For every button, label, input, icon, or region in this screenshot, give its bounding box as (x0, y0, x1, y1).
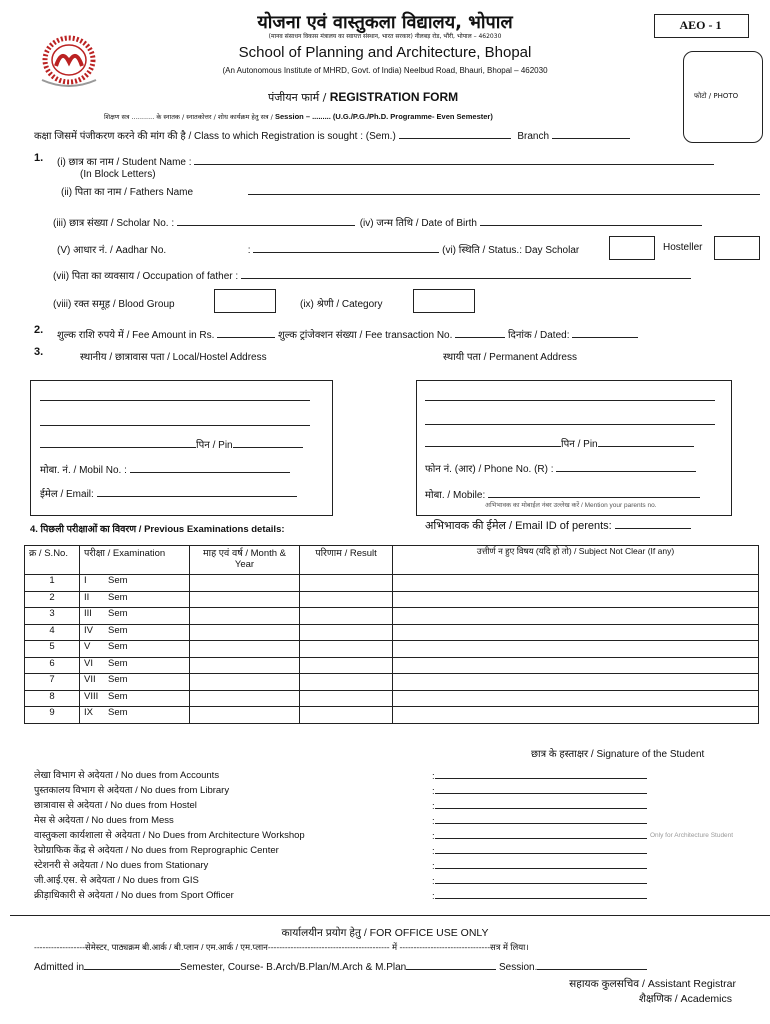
no-dues-signature-field[interactable]: : (432, 828, 647, 842)
exam-row-semester (80, 608, 190, 625)
dob-field[interactable] (480, 215, 702, 226)
exam-row (25, 591, 759, 608)
local-pin-label: पिन / Pin (196, 440, 233, 451)
exam-row-semester (80, 657, 190, 674)
exam-row-semester (80, 591, 190, 608)
exam-row-roman: VI (84, 657, 93, 669)
photo-label: फोटो / PHOTO (694, 92, 739, 100)
office-use-heading: कार्यालयीन प्रयोग हेतु / FOR OFFICE USE ONLY (281, 927, 489, 939)
exam-row-result[interactable] (300, 575, 393, 592)
perm-phone-label: फोन नं. (आर) / Phone No. (R) : (425, 464, 554, 475)
institute-title: School of Planning and Architecture, Bhopal (238, 44, 532, 61)
office-line-hindi: ------------------सेमेस्टर, पाठ्यक्रम बी.आर्क / बी.प्लान / एम.आर्क / एम.प्लान------------------------------------------- में --------------------------------सत्र में लिया। (34, 942, 529, 952)
exam-row-subject-not-clear[interactable] (393, 641, 759, 658)
permanent-address-label: स्थायी पता / Permanent Address (443, 352, 577, 363)
exam-row-sem: Sem (108, 674, 128, 685)
exam-row (25, 575, 759, 592)
exam-row-roman: IX (84, 707, 93, 718)
exam-row (25, 690, 759, 707)
exam-row-number: 9 (25, 707, 80, 724)
no-dues-signature-field[interactable]: : (432, 873, 647, 887)
exam-row-subject-not-clear[interactable] (393, 674, 759, 691)
admitted-semester-field[interactable] (84, 959, 180, 970)
no-dues-item: लेखा विभाग से अदेयता / No dues from Accounts (34, 770, 220, 781)
no-dues-signature-field[interactable]: : (432, 888, 647, 902)
local-mobile-row (40, 462, 290, 476)
exam-row-roman: V (84, 641, 91, 652)
exam-row-month-year[interactable] (190, 641, 300, 658)
exam-row-semester (80, 575, 190, 592)
perm-mobile-field[interactable] (488, 487, 700, 498)
occupation-row (53, 268, 691, 282)
exam-row-number: 7 (25, 674, 80, 691)
dated-label: दिनांक / Dated: (507, 330, 570, 341)
no-dues-item: वास्तुकला कार्यशाला से अदेयता / No Dues from Architecture Workshop (34, 830, 305, 841)
exam-row-month-year[interactable] (190, 575, 300, 592)
student-name-label: (i) छात्र का नाम / Student Name : (57, 157, 192, 168)
perm-phone-field[interactable] (556, 461, 696, 472)
form-code: AEO - 1 (679, 18, 722, 32)
fee-transaction-label: शुल्क ट्रांजेक्शन संख्या / Fee transaction No. (278, 330, 453, 341)
no-dues-item: जी.आई.एस. से अदेयता / No dues from GIS (34, 875, 199, 886)
session-label: Session. (499, 962, 538, 973)
fee-transaction-field[interactable] (455, 327, 505, 338)
hosteller-label: Hosteller (663, 242, 703, 253)
exam-row-number: 3 (25, 608, 80, 625)
admitted-course-field[interactable] (406, 959, 496, 970)
exam-row-number: 8 (25, 690, 80, 707)
exam-row-sem: Sem (108, 707, 128, 718)
exam-row-roman: III (84, 608, 92, 619)
col-month-year: माह एवं वर्ष / Month & Year (190, 546, 300, 575)
no-dues-signature-field[interactable]: : (432, 813, 647, 827)
exam-row-month-year[interactable] (190, 674, 300, 691)
exam-row-result[interactable] (300, 641, 393, 658)
institute-logo (38, 32, 100, 90)
no-dues-item: छात्रावास से अदेयता / No dues from Hostel (34, 800, 197, 811)
perm-mobile-label: मोबा. / Mobile: (425, 490, 486, 501)
class-line-label: कक्षा जिसमें पंजीकरण करने की मांग की है / Class to which Registration is sought : (Sem.) (34, 131, 396, 142)
exam-row-result[interactable] (300, 624, 393, 641)
no-dues-signature-field[interactable]: : (432, 858, 647, 872)
exam-row (25, 674, 759, 691)
exam-row-sem: Sem (108, 575, 128, 586)
exam-row-month-year[interactable] (190, 608, 300, 625)
institute-subtitle: (An Autonomous Institute of MHRD, Govt. of India) Neelbud Road, Bhauri, Bhopal – 462030 (222, 66, 548, 75)
exam-row-roman: IV (84, 624, 93, 636)
status-label: (vi) स्थिति / Status.: Day Scholar (442, 245, 580, 256)
aadhar-field[interactable] (253, 242, 439, 253)
perm-mobile-row (425, 487, 700, 501)
branch-field[interactable] (552, 128, 630, 139)
blood-group-label: (viii) रक्त समूह / Blood Group (53, 299, 175, 310)
perm-pin-field[interactable] (598, 436, 694, 447)
no-dues-signature-field[interactable]: : (432, 843, 647, 857)
no-dues-item: रेप्रोग्राफिक केंद्र से अदेयता / No dues from Reprographic Center (34, 845, 279, 856)
perm-pin-row (425, 436, 694, 450)
exam-row-sem: Sem (108, 641, 128, 652)
exam-row-subject-not-clear[interactable] (393, 690, 759, 707)
exam-row (25, 657, 759, 674)
exam-row-roman: I (84, 575, 87, 586)
local-address-line-1[interactable] (40, 390, 310, 401)
exam-row-number: 4 (25, 624, 80, 641)
session-line-english: Session – ......... (U.G./P.G./Ph.D. Programme- Even Semester) (274, 112, 493, 121)
form-title-hindi: पंजीयन फार्म / (268, 91, 327, 104)
exam-row-result[interactable] (300, 707, 393, 724)
exam-row-number: 6 (25, 657, 80, 674)
perm-pin-label: पिन / Pin (561, 439, 598, 450)
office-divider (10, 915, 770, 916)
exam-row-semester (80, 641, 190, 658)
aadhar-row: (V) आधार नं. / Aadhar No. : (vi) स्थिति / Status.: Day Scholar (57, 242, 579, 256)
parent-email-row (425, 518, 691, 533)
admitted-session-field[interactable] (537, 959, 647, 970)
exam-row-subject-not-clear[interactable] (393, 624, 759, 641)
exam-row-month-year[interactable] (190, 657, 300, 674)
exam-row-semester (80, 690, 190, 707)
local-mobile-field[interactable] (130, 462, 290, 473)
exam-row-result[interactable] (300, 690, 393, 707)
perm-phone-row (425, 461, 696, 475)
office-line-hindi-c: सत्र में लिया। (490, 942, 529, 952)
perm-address-line-3[interactable] (425, 436, 561, 447)
exam-row-semester (80, 674, 190, 691)
exam-row-number: 2 (25, 591, 80, 608)
exam-row-semester (80, 707, 190, 724)
parent-email-field[interactable] (615, 518, 691, 529)
student-name-row (57, 154, 714, 168)
exam-row-roman: VIII (84, 690, 99, 702)
exam-row-month-year[interactable] (190, 690, 300, 707)
office-line-hindi-a: सेमेस्टर, पाठ्यक्रम बी.आर्क / बी.प्लान / एम.आर्क / एम.प्लान (84, 942, 268, 952)
institute-subtitle-hindi: (मानव संसाधन विकास मंत्रालय का स्वायत्त संस्थान, भारत सरकार) नीलबड़ रोड, भौंरी, भोपाल – 462030 (268, 33, 502, 40)
exam-row-sem: Sem (108, 624, 128, 636)
local-email-label: ईमेल / Email: (40, 489, 94, 500)
parent-mobile-note: अभिभावक का मोबाईल नंबर उल्लेख करें / Mention your parents no. (485, 502, 657, 509)
exam-row-roman: VII (84, 674, 96, 685)
occupation-label: (vii) पिता का व्यवसाय / Occupation of father : (53, 271, 239, 282)
fee-amount-field[interactable] (217, 327, 275, 338)
section-3-number: 3. (34, 346, 44, 358)
father-name-label: (ii) पिता का नाम / Fathers Name (61, 187, 194, 198)
exam-row-month-year[interactable] (190, 591, 300, 608)
session-line-hindi: शिक्षण सत्र ........... के स्नातक / स्नातकोत्तर / शोध कार्यक्रम हेतु सत्र / (104, 113, 273, 121)
perm-address-line-2[interactable] (425, 414, 715, 425)
local-address-label: स्थानीय / छात्रावास पता / Local/Hostel Address (80, 352, 267, 363)
col-examination: परीक्षा / Examination (80, 546, 190, 575)
class-line (34, 128, 630, 142)
exam-row-subject-not-clear[interactable] (393, 657, 759, 674)
local-address-line-2[interactable] (40, 415, 310, 426)
exam-row-number: 1 (25, 575, 80, 592)
no-dues-item: स्टेशनरी से अदेयता / No dues from Stationary (34, 860, 209, 871)
exam-row-month-year[interactable] (190, 707, 300, 724)
institute-title-hindi: योजना एवं वास्तुकला विद्यालय, भोपाल (257, 12, 513, 33)
local-address-line-3[interactable] (40, 437, 196, 448)
exam-section-heading: 4. पिछली परीक्षाओं का विवरण / Previous Examinations details: (30, 524, 285, 535)
exam-table (24, 545, 759, 724)
admitted-in-label: Admitted in (34, 962, 85, 973)
exam-row-subject-not-clear[interactable] (393, 575, 759, 592)
exam-row (25, 641, 759, 658)
form-title (268, 90, 458, 105)
local-pin-field[interactable] (233, 437, 303, 448)
aadhar-label: (V) आधार नं. / Aadhar No. (57, 245, 167, 256)
scholar-no-field[interactable] (177, 215, 355, 226)
block-letters-note: (In Block Letters) (80, 169, 156, 180)
category-box[interactable] (413, 289, 475, 313)
student-name-field[interactable] (194, 154, 714, 165)
category-label: (ix) श्रेणी / Category (300, 299, 383, 310)
dated-field[interactable] (572, 327, 638, 338)
exam-row-result[interactable] (300, 657, 393, 674)
no-dues-signature-field[interactable]: : (432, 783, 647, 797)
exam-row-sem: Sem (108, 591, 128, 603)
admitted-row (34, 959, 647, 973)
dob-label: (iv) जन्म तिथि / Date of Birth (359, 218, 477, 229)
occupation-field[interactable] (241, 268, 691, 279)
exam-row-sem: Sem (108, 608, 128, 619)
assistant-registrar-label: सहायक कुलसचिव / Assistant Registrar (569, 978, 736, 990)
fee-row (57, 327, 638, 341)
office-line-hindi-b: में (391, 942, 398, 952)
exam-row-sem: Sem (108, 657, 128, 669)
exam-row-result[interactable] (300, 608, 393, 625)
scholar-no-label: (iii) छात्र संख्या / Scholar No. : (53, 218, 175, 229)
father-name-row (61, 184, 760, 198)
day-scholar-box[interactable] (609, 236, 655, 260)
student-signature-label: छात्र के हस्ताक्षर / Signature of the Student (531, 749, 705, 760)
perm-address-line-1[interactable] (425, 390, 715, 401)
semester-course-label: Semester, Course- B.Arch/B.Plan/M.Arch & M.Plan (180, 962, 407, 973)
fee-amount-label: शुल्क राशि रुपये में / Fee Amount in Rs. (57, 330, 215, 341)
no-dues-item: मेस से अदेयता / No dues from Mess (34, 815, 174, 826)
local-email-row (40, 486, 297, 500)
no-dues-signature-field[interactable]: : (432, 798, 647, 812)
exam-row-subject-not-clear[interactable] (393, 608, 759, 625)
col-sno: क्र / S.No. (25, 546, 80, 575)
exam-row (25, 608, 759, 625)
exam-header-row (25, 546, 759, 575)
no-dues-item: क्रीड़ाधिकारी से अदेयता / No dues from Sport Officer (34, 890, 234, 901)
father-name-field[interactable] (248, 184, 760, 195)
exam-row-sem: Sem (108, 690, 128, 702)
parent-email-label: अभिभावक की ईमेल / Email ID of perents: (425, 520, 612, 532)
exam-row-roman: II (84, 591, 90, 603)
exam-row-subject-not-clear[interactable] (393, 591, 759, 608)
hosteller-box[interactable] (714, 236, 760, 260)
no-dues-signature-field[interactable]: : (432, 768, 647, 782)
local-pin-row (40, 437, 303, 451)
section-1-number: 1. (34, 152, 44, 164)
exam-row-number: 5 (25, 641, 80, 658)
scholar-dob-row (53, 215, 702, 229)
session-line (104, 112, 493, 121)
exam-row (25, 624, 759, 641)
blood-group-box[interactable] (214, 289, 276, 313)
exam-row-result[interactable] (300, 674, 393, 691)
col-subject-not-clear: उत्तीर्ण न हुए विषय (यदि हो तो) / Subject Not Clear (If any) (393, 546, 759, 575)
exam-row (25, 707, 759, 724)
local-mobile-label: मोबा. नं. / Mobil No. : (40, 465, 127, 476)
exam-row-subject-not-clear[interactable] (393, 707, 759, 724)
no-dues-item: पुस्तकालय विभाग से अदेयता / No dues from Library (34, 785, 230, 796)
col-result: परिणाम / Result (300, 546, 393, 575)
branch-label: Branch (517, 131, 550, 142)
exam-row-result[interactable] (300, 591, 393, 608)
section-2-number: 2. (34, 324, 44, 336)
semester-field[interactable] (399, 128, 511, 139)
exam-row-month-year[interactable] (190, 624, 300, 641)
form-title-english: REGISTRATION FORM (329, 90, 459, 104)
exam-row-semester (80, 624, 190, 641)
architecture-only-note: Only for Architecture Student (650, 832, 734, 839)
academics-label: शैक्षणिक / Academics (638, 993, 732, 1005)
local-email-field[interactable] (97, 486, 297, 497)
